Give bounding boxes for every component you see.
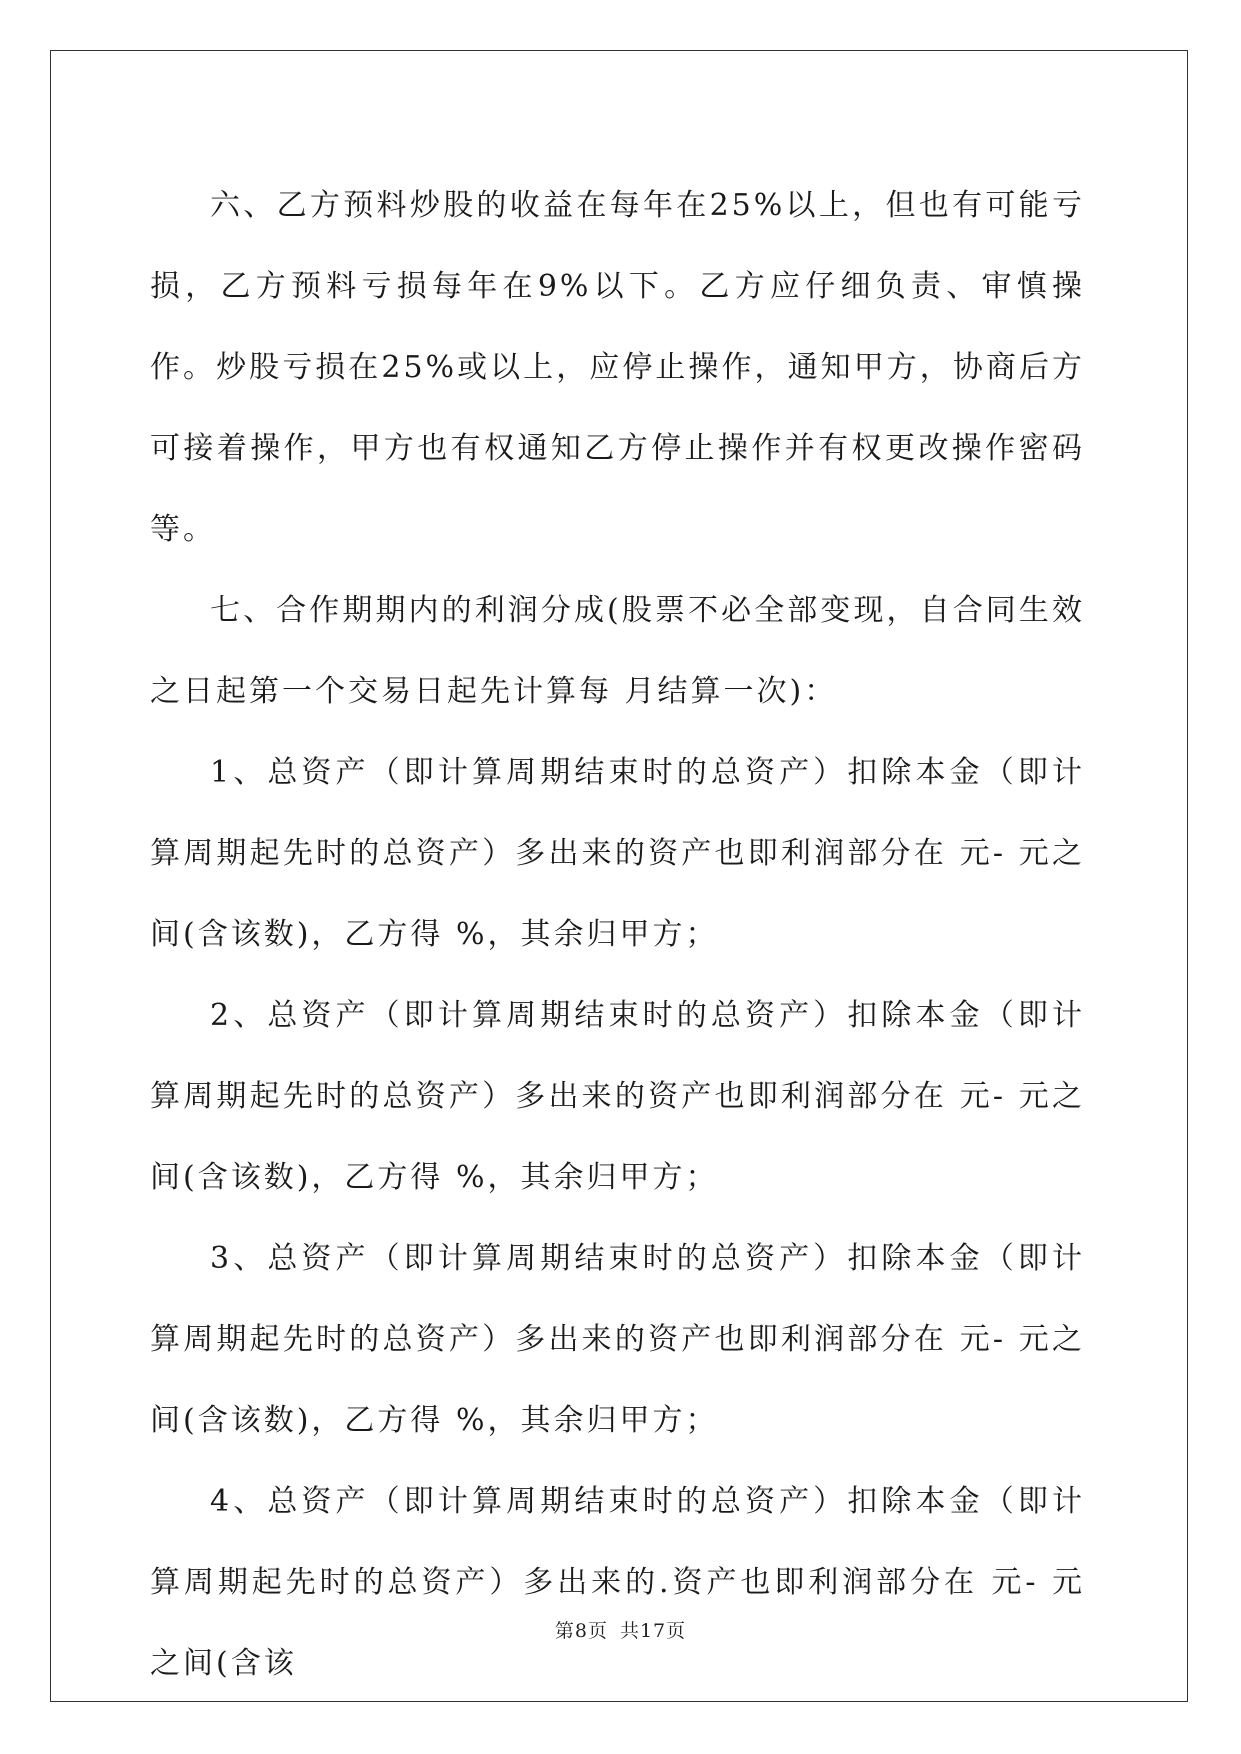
paragraph-item-3: 3、总资产（即计算周期结束时的总资产）扣除本金（即计算周期起先时的总资产）多出来的资产也即利润部分在 元- 元之间(含该数)，乙方得 %，其余归甲方； (150, 1241, 1085, 1438)
paragraph-clause-6: 六、乙方预料炒股的收益在每年在25%以上，但也有可能亏损，乙方预料亏损每年在9%以下。乙方应仔细负责、审慎操作。炒股亏损在25%或以上，应停止操作，通知甲方，协商后方可接着操作，甲方也有权通知乙方停止操作并有权更改操作密码等。 (150, 188, 1085, 547)
paragraph-item-4: 4、总资产（即计算周期结束时的总资产）扣除本金（即计算周期起先时的总资产）多出来的.资产也即利润部分在 元- 元之间(含该 (150, 1484, 1085, 1681)
page-number: 第8页 (554, 1620, 608, 1642)
paragraph-item-1: 1、总资产（即计算周期结束时的总资产）扣除本金（即计算周期起先时的总资产）多出来的资产也即利润部分在 元- 元之间(含该数)，乙方得 %，其余归甲方； (150, 755, 1085, 952)
paragraph-clause-7: 七、合作期期内的利润分成(股票不必全部变现，自合同生效之日起第一个交易日起先计算每 月结算一次)： (150, 593, 1085, 709)
document-body (150, 165, 1085, 1704)
paragraph-item-2: 2、总资产（即计算周期结束时的总资产）扣除本金（即计算周期起先时的总资产）多出来的资产也即利润部分在 元- 元之间(含该数)，乙方得 %，其余归甲方； (150, 998, 1085, 1195)
page-total: 共17页 (619, 1620, 687, 1642)
page-footer (0, 1616, 1241, 1643)
